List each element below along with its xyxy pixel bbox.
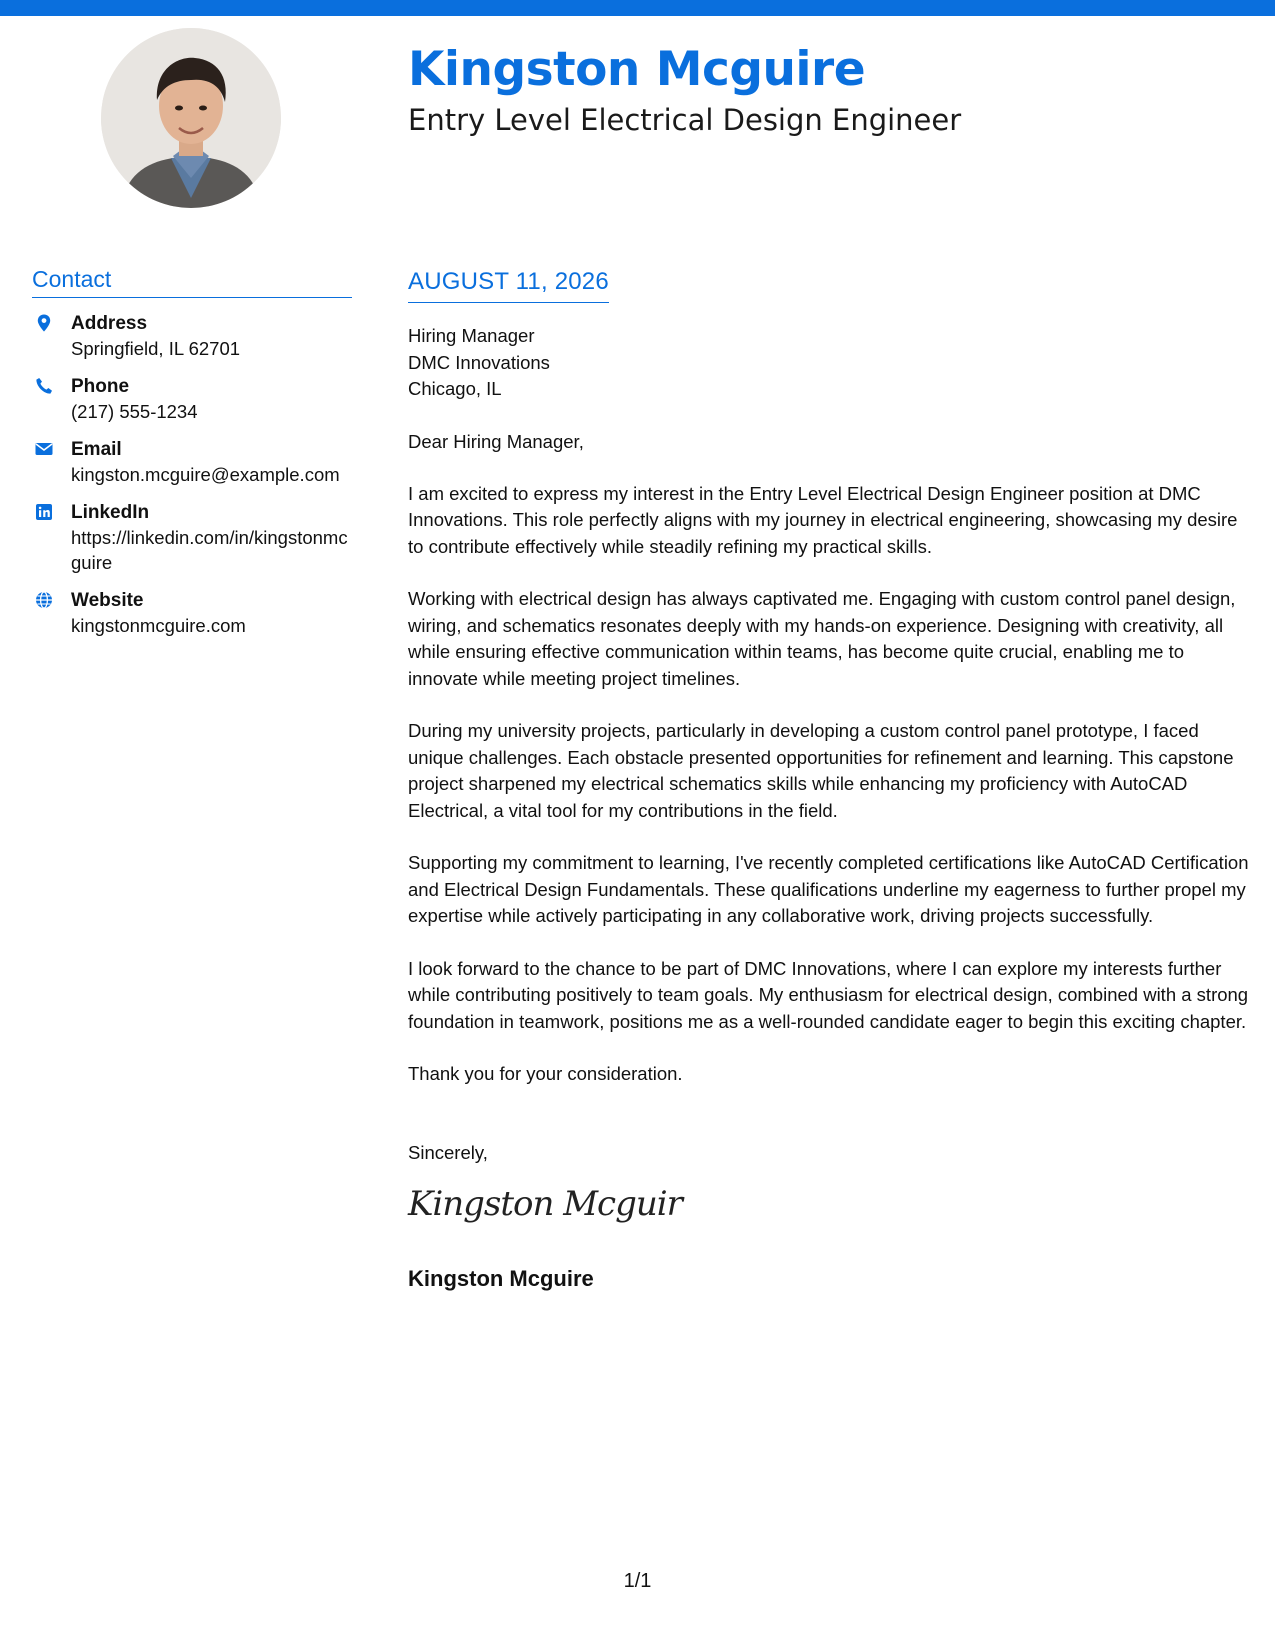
recipient-line: Hiring Manager	[408, 325, 535, 346]
recipient-line: DMC Innovations	[408, 351, 550, 373]
contact-website-label: Website	[71, 590, 144, 611]
map-pin-icon	[34, 313, 54, 333]
page-number: 1/1	[623, 1570, 652, 1592]
body-paragraph: During my university projects, particularly in developing a custom control panel prototype, I faced unique challenges. Each obstacle presented opportunities for refinement and learning. This capstone project sharpened my electrical schematics skills while enhancing my proficiency with AutoCAD Electrical, a vital tool for my contributions in the field.	[408, 720, 1234, 821]
body-paragraph: Working with electrical design has always captivated me. Engaging with custom control panel design, wiring, and schematics resonates deeply with my hands-on experience. Designing with creativity, all while ensuring effective communication within teams, has become quite crucial, enabling me to innovate while meeting project timelines.	[408, 588, 1236, 689]
recipient-block	[408, 323, 1253, 403]
body-paragraph: I look forward to the chance to be part of DMC Innovations, where I can explore my interests further while contributing positively to team goals. My enthusiasm for electrical design, combined with a strong foundation in teamwork, positions me as a well-rounded candidate eager to begin this exciting chapter.	[408, 957, 1249, 1032]
candidate-name: Kingston Mcguire	[408, 42, 866, 97]
body-paragraph: I am excited to express my interest in the Entry Level Electrical Design Engineer position at DMC Innovations. This role perfectly aligns with my journey in electrical engineering, showcasing my desire to contribute effectively while steadily refining my practical skills.	[408, 482, 1238, 557]
contact-phone-value: (217) 555-1234	[71, 401, 198, 422]
contact-address-value: Springfield, IL 62701	[71, 338, 241, 359]
salutation: Dear Hiring Manager,	[408, 430, 584, 452]
closing: Sincerely,	[408, 1141, 488, 1163]
globe-icon	[34, 590, 54, 610]
body-paragraph: Supporting my commitment to learning, I've recently completed certifications like AutoCAD Certification and Electrical Design Fundamentals. These qualifications underline my eagerness to further propel my expertise while actively participating in any collaborative work, driving projects successfully.	[408, 852, 1249, 926]
letter-date: AUGUST 11, 2026	[408, 268, 609, 303]
contact-phone	[32, 375, 352, 424]
contact-linkedin-label: LinkedIn	[71, 502, 150, 523]
contact-address-label: Address	[71, 313, 148, 334]
contact-linkedin-value[interactable]: https://linkedin.com/in/kingstonmcguire	[71, 527, 348, 573]
signer-name: Kingston Mcguire	[408, 1265, 594, 1291]
handwritten-signature	[408, 1184, 1253, 1244]
body-paragraph: Thank you for your consideration.	[408, 1063, 683, 1084]
contact-website	[32, 589, 352, 638]
contact-address	[32, 312, 352, 361]
contact-heading: Contact	[32, 266, 352, 298]
recipient-line: Chicago, IL	[408, 378, 502, 399]
contact-email	[32, 438, 352, 487]
contact-website-value[interactable]: kingstonmcguire.com	[71, 615, 246, 636]
contact-phone-label: Phone	[71, 376, 130, 397]
contact-linkedin	[32, 501, 352, 575]
phone-icon	[34, 376, 54, 396]
cover-letter	[408, 268, 1253, 1292]
contact-email-label: Email	[71, 439, 122, 460]
contact-email-value[interactable]: kingston.mcguire@example.com	[71, 464, 340, 485]
profile-photo	[101, 28, 281, 208]
contact-sidebar	[32, 266, 352, 652]
email-icon	[34, 439, 54, 459]
linkedin-icon	[34, 502, 54, 522]
job-title: Entry Level Electrical Design Engineer	[408, 103, 962, 137]
signature-text: Kingston Mcguir	[408, 1183, 682, 1224]
top-accent-bar	[0, 0, 1275, 16]
contact-list	[32, 312, 352, 638]
profile-photo-illustration	[101, 28, 281, 208]
